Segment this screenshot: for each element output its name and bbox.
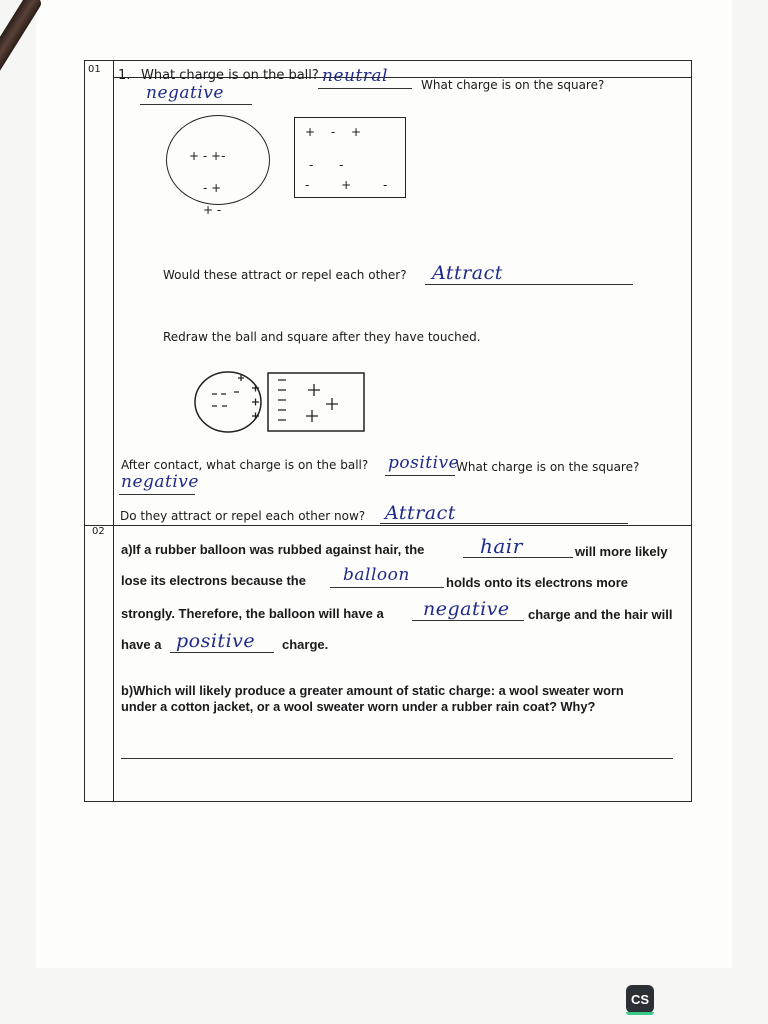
number-column-divider — [113, 60, 114, 802]
ball-charges-row1: + - +- — [189, 149, 226, 163]
square-charges-row3: - + - — [305, 178, 388, 192]
now-question: Do they attract or repel each other now? — [120, 509, 366, 523]
q2a-text-7: have a — [121, 637, 162, 652]
after-square-answer: negative — [121, 472, 199, 492]
square-charges-row1: + - + — [305, 125, 362, 139]
ball-charges-row3: + - — [203, 203, 222, 217]
row-divider — [84, 525, 692, 526]
answer-square-charge: negative — [146, 83, 224, 103]
camscanner-logo-icon: CS — [626, 985, 654, 1013]
redraw-instruction: Redraw the ball and square after they have touched. — [163, 330, 481, 344]
square-answer-line — [140, 104, 252, 105]
q2a-text-8: charge. — [282, 637, 329, 652]
after-ball-answer: positive — [388, 453, 460, 473]
redrawn-square-charges — [278, 380, 338, 422]
after-square-question: What charge is on the square? — [456, 460, 640, 474]
attract-answer: Attract — [432, 262, 503, 284]
after-ball-answer-line — [385, 475, 455, 476]
attract-answer-line — [425, 284, 633, 285]
q2a-text-5: strongly. Therefore, the balloon will have a — [121, 606, 384, 621]
answer-ball-charge: neutral — [322, 66, 388, 86]
q2b-text-1: b)Which will likely produce a greater amount of static charge: a wool sweater worn — [121, 683, 624, 698]
q2a-text-6: charge and the hair will — [528, 607, 673, 622]
redrawn-square — [268, 373, 364, 431]
square-charges-row2: - - — [309, 158, 344, 172]
item-number: 1. — [118, 68, 131, 83]
question-number-01: 01 — [88, 64, 101, 75]
ball-answer-line — [318, 88, 412, 89]
after-ball-question: After contact, what charge is on the ball? — [121, 458, 369, 472]
q2a-answer-balloon: balloon — [343, 565, 410, 585]
now-answer: Attract — [385, 502, 456, 524]
q2a-text-1: a)If a rubber balloon was rubbed against hair, the — [121, 542, 425, 557]
attract-question: Would these attract or repel each other? — [163, 268, 407, 282]
q2a-answer-positive: positive — [176, 630, 256, 652]
redrawn-ball — [195, 372, 261, 432]
q2a-text-4: holds onto its electrons more — [446, 575, 629, 590]
q2a-blank-4 — [170, 652, 274, 653]
q2a-blank-3 — [412, 620, 524, 621]
q2b-answer-line — [121, 758, 673, 759]
q2a-text-3: lose its electrons because the — [121, 573, 306, 588]
q2a-answer-hair: hair — [480, 534, 523, 558]
q2a-text-2: will more likely — [575, 544, 668, 559]
question-number-02: 02 — [92, 526, 105, 537]
q2b-text-2: under a cotton jacket, or a wool sweater worn under a rubber rain coat? Why? — [121, 699, 596, 714]
after-square-answer-line — [119, 494, 195, 495]
question-ball-charge: What charge is on the ball? — [141, 68, 319, 83]
q2a-answer-negative: negative — [423, 598, 510, 620]
question-square-charge: What charge is on the square? — [421, 78, 605, 92]
redrawn-ball-and-square — [190, 366, 380, 436]
ball-charges-row2: - + — [203, 181, 222, 195]
q2a-blank-2 — [330, 587, 444, 588]
